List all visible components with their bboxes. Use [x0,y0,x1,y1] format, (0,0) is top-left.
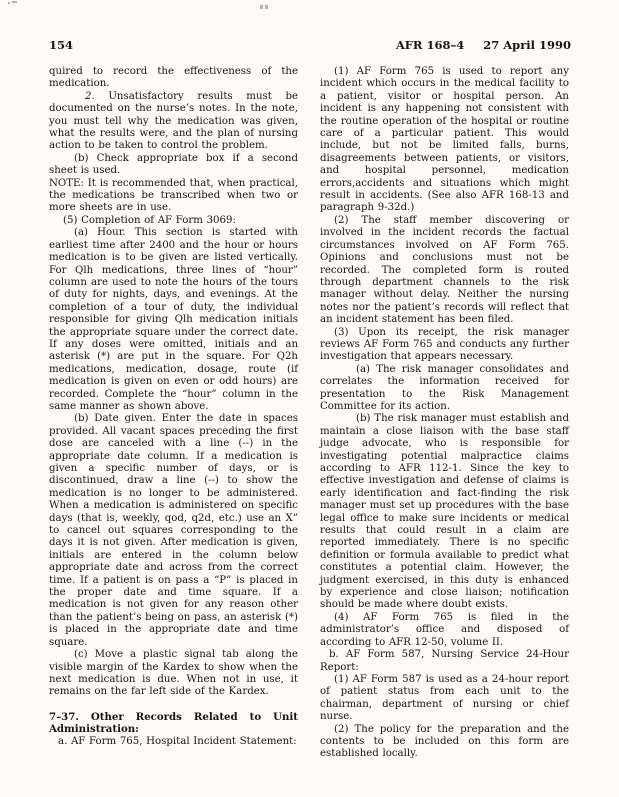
page-number: 154 [49,38,74,52]
right-column [320,66,569,761]
paragraph: (3) Upon its receipt, the risk manager reviews AF Form 765 and conducts any further investigation that appears necessary. [320,326,569,363]
paragraph: (2) The policy for the preparation and the contents to be included on this form are established locally. [320,723,569,760]
scan-artifact [260,5,263,9]
paragraph: (5) Completion of AF Form 3069: [63,214,236,226]
header-right [396,39,571,52]
page-header [49,39,571,52]
paragraph: (b) The risk manager must establish and maintain a close liaison with the base staff judge advocate, who is responsible for investigating potential malpractice claims according to AFR 112-1. Since the key to effective investigation and defense of claims is early identification and fact-finding the risk manager must set up procedures with the base legal office to make sure incidents or medical results that could result in a claim are reported immediately. There is no specific definition or formula available to predict what constitutes a potential claim. However, the judgment exercised, in this duty is enhanced by experience and close liaison; notification should be made where doubt exists. [320,413,569,611]
paragraph: (c) Move a plastic signal tab along the visible margin of the Kardex to show when the next medication is due. When not in use, it remains on the far left side of the Kardex. [49,649,298,698]
paragraph: a. AF Form 765, Hospital Incident Statement: [58,735,297,747]
paragraph: NOTE: It is recommended that, when practical, the medications be transcribed when two or more sheets are in use. [49,177,298,214]
paragraph: 2. Unsatisfactory results must be documented on the nurse’s notes. In the note, you must tell why the medication was given, what the results were, and the plan of nursing action to be taken to control the problem. [49,90,298,152]
scan-artifact [12,1,17,3]
section-heading: 7–37. Other Records Related to Unit Administration: [49,710,298,736]
paragraph: (b) Check appropriate box if a second sheet is used. [49,152,298,177]
document-date: 27 April 1990 [483,38,571,52]
paragraph: (1) AF Form 765 is used to report any incident which occurs in the medical facility to a patient, visitor or hospital person. An incident is any happening not consistent with the routine operation of the hospital or routine care of a particular patient. This would include, but not be limited falls, burns, disagreements between patients, or visitors, and hospital personnel, medication errors,accidents and situations which might result in accidents. (See also AFR 168-13 and paragraph 9-32d.) [320,66,569,214]
paragraph: quired to record the effectiveness of the medication. [49,66,298,90]
scan-artifact [265,5,268,9]
paragraph: (a) Hour. This section is started with earliest time after 2400 and the hour or hours medication is to be given are listed vertically. For Qlh medications, three lines of “hour” column are used to note the hours of the tours of duty for nights, days, and evenings. At the completion of a tour of duty, the individual responsible for giving Qlh medication initials the appropriate square under the correct date. If any doses were omitted, initials and an asterisk (*) are put in the square. For Q2h medications, medication, dosage, route (if medication is given on even or odd hours) are recorded. Complete the “hour” column in the same manner as shown above. [49,227,298,412]
body-columns [49,66,569,761]
document-id: AFR 168–4 [395,38,465,52]
paragraph: (2) The staff member discovering or involved in the incident records the factual circumstances involved on AF Form 765. Opinions and conclusions must not be recorded. The completed form is routed through department channels to the risk manager without delay. Neither the nursing notes nor the patient’s records will reflect that an incident statement has been filed. [320,214,569,326]
left-column [49,66,298,761]
paragraph: (a) The risk manager consolidates and correlates the information received for presentation to the Risk Management Committee for its action. [320,363,569,412]
scan-artifact [8,2,10,4]
paragraph: b. AF Form 587, Nursing Service 24-Hour Report: [320,649,569,673]
italic-lead: 2. [85,90,109,102]
paragraph: (1) AF Form 587 is used as a 24-hour report of patient status from each unit to the chairman, department of nursing or chief nurse. [320,673,569,723]
paragraph: (4) AF Form 765 is filed in the administrator’s office and disposed of according to AFR 12-50, volume II. [320,611,569,648]
paragraph: (b) Date given. Enter the date in spaces provided. All vacant spaces preceding the first dose are canceled with a line (--) in the appropriate date column. If a medication is given a specific number of days, or is discontinued, draw a line (--) to show the medication is no longer to be administered. When a medication is administered on specific days (that is, weekly, qod, q2d, etc.) use an X” to cancel out squares corresponding to the days it is not given. After medication is given, initials are entered in the column below appropriate date and across from the correct time. If a patient is on pass a “P” is placed in the proper date and time square. If a medication is not given for any reason other than the patient’s being on pass, an asterisk (*) is placed in the appropriate date and time square. [49,413,298,648]
